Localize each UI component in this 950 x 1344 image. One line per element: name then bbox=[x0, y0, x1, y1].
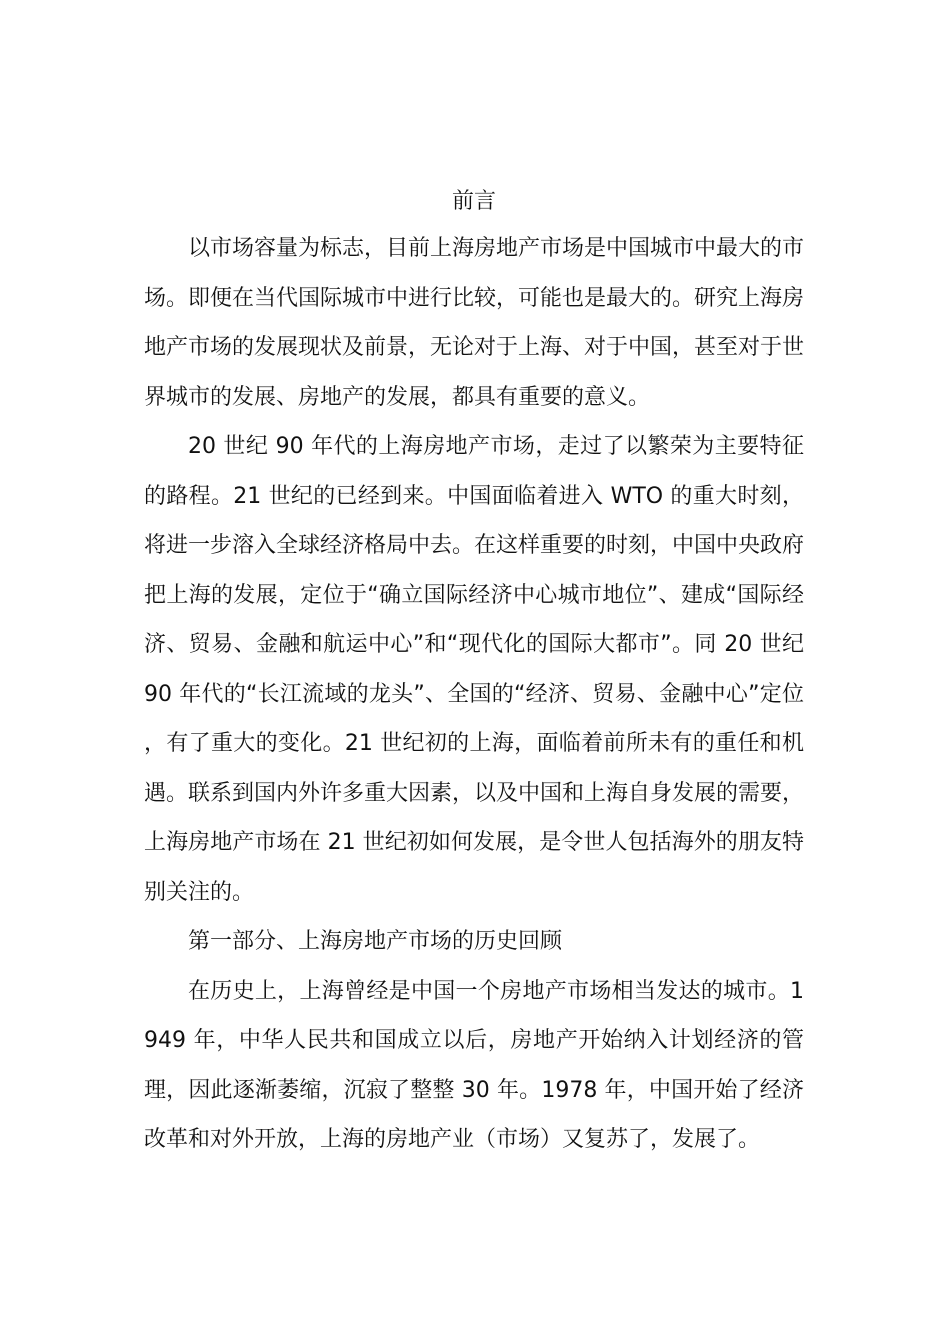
paragraph-intro: 以市场容量为标志，目前上海房地产市场是中国城市中最大的市场。即便在当代国际城市中进行比较，可能也是最大的。研究上海房地产市场的发展现状及前景，无论对于上海、对于中国，甚至对于世界城市的发展、房地产的发展，都具有重要的意义。 bbox=[144, 236, 805, 410]
paragraph-history: 在历史上，上海曾经是中国一个房地产市场相当发达的城市。1949 年，中华人民共和国成立以后，房地产开始纳入计划经济的管理，因此逐渐萎缩，沉寂了整整 30 年。1978 年，中国开始了经济改革和对外开放，上海的房地产业（市场）又复苏了，发展了。 bbox=[144, 978, 804, 1152]
section-heading: 第一部分、上海房地产市场的历史回顾 bbox=[188, 929, 563, 954]
document-title: 前言 bbox=[451, 189, 496, 214]
document-body bbox=[144, 180, 804, 1165]
paragraph-context: 20 世纪 90 年代的上海房地产市场，走过了以繁荣为主要特征的路程。21 世纪的已经到来。中国面临着进入 WTO 的重大时刻，将进一步溶入全球经济格局中去。在这样重要的时刻，中国中央政府把上海的发展，定位于“确立国际经济中心城市地位”、建成“国际经济、贸易、金融和航运中心”和“现代化的国际大都市”。同 20 世纪 90 年代的“长江流域的龙头”、全国的“经济、贸易、金融中心”定位，有了重大的变化。21 世纪初的上海，面临着前所未有的重任和机遇。联系到国内外许多重大因素，以及中国和上海自身发展的需要，上海房地产市场在 21 世纪初如何发展，是令世人包括海外的朋友特别关注的。 bbox=[144, 434, 805, 905]
